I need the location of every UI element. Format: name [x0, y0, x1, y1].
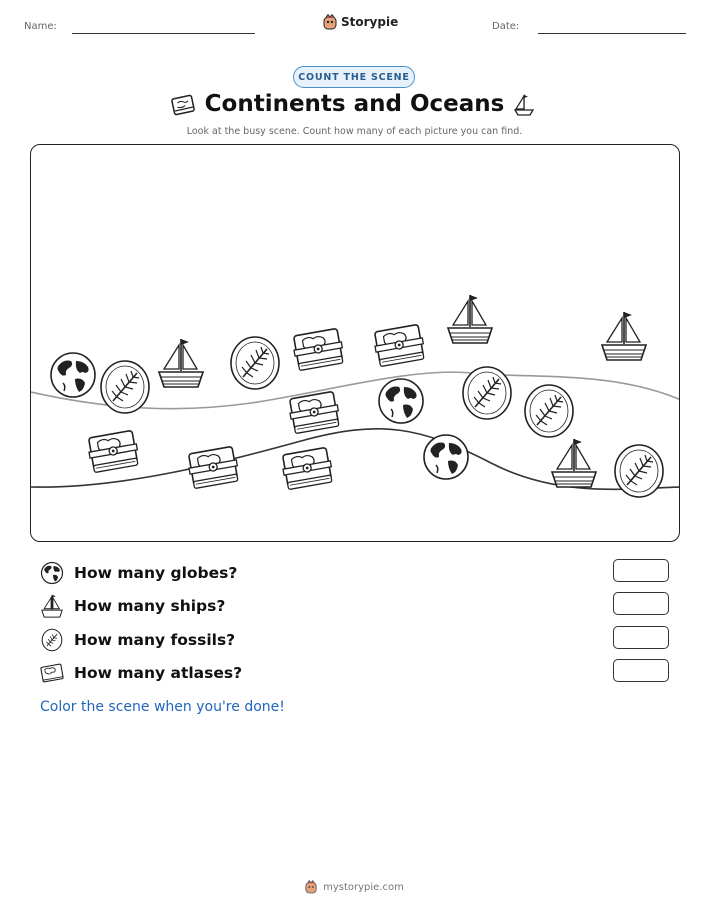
- page-subtitle: Look at the busy scene. Count how many of each picture you can find.: [186, 126, 523, 137]
- question-text: How many ships?: [74, 597, 226, 615]
- question-globes: [40, 561, 237, 585]
- question-text: How many fossils?: [74, 631, 236, 649]
- question-text: How many globes?: [74, 564, 238, 582]
- fossil-icon: [40, 628, 64, 652]
- answer-box-globes[interactable]: [613, 559, 669, 582]
- answer-box-fossils[interactable]: [613, 626, 669, 649]
- counting-scene: [30, 144, 680, 542]
- site-url: mystorypie.com: [323, 881, 404, 893]
- name-label: Name:: [24, 21, 57, 32]
- answer-box-ships[interactable]: [613, 592, 669, 615]
- scene-drawing: [31, 145, 680, 542]
- site-footer: [0, 880, 709, 894]
- name-line[interactable]: [72, 33, 255, 34]
- question-fossils: [40, 628, 235, 652]
- globe-icon: [40, 561, 64, 585]
- answer-box-atlases[interactable]: [613, 659, 669, 682]
- brand-logo: [323, 14, 398, 30]
- date-label: Date:: [492, 21, 520, 32]
- page-title: Continents and Oceans: [204, 91, 505, 117]
- ship-icon: [40, 594, 64, 618]
- question-text: How many atlases?: [74, 664, 243, 682]
- atlas-icon: [40, 661, 64, 685]
- storypie-mascot-icon: [323, 14, 337, 30]
- activity-tag: COUNT THE SCENE: [293, 66, 415, 88]
- date-line[interactable]: [538, 33, 686, 34]
- color-instruction: Color the scene when you're done!: [40, 699, 285, 715]
- ship-icon: [511, 92, 537, 118]
- question-ships: [40, 594, 225, 618]
- brand-name: Storypie: [341, 15, 399, 29]
- question-atlases: [40, 661, 242, 685]
- storypie-mascot-icon: [305, 880, 317, 894]
